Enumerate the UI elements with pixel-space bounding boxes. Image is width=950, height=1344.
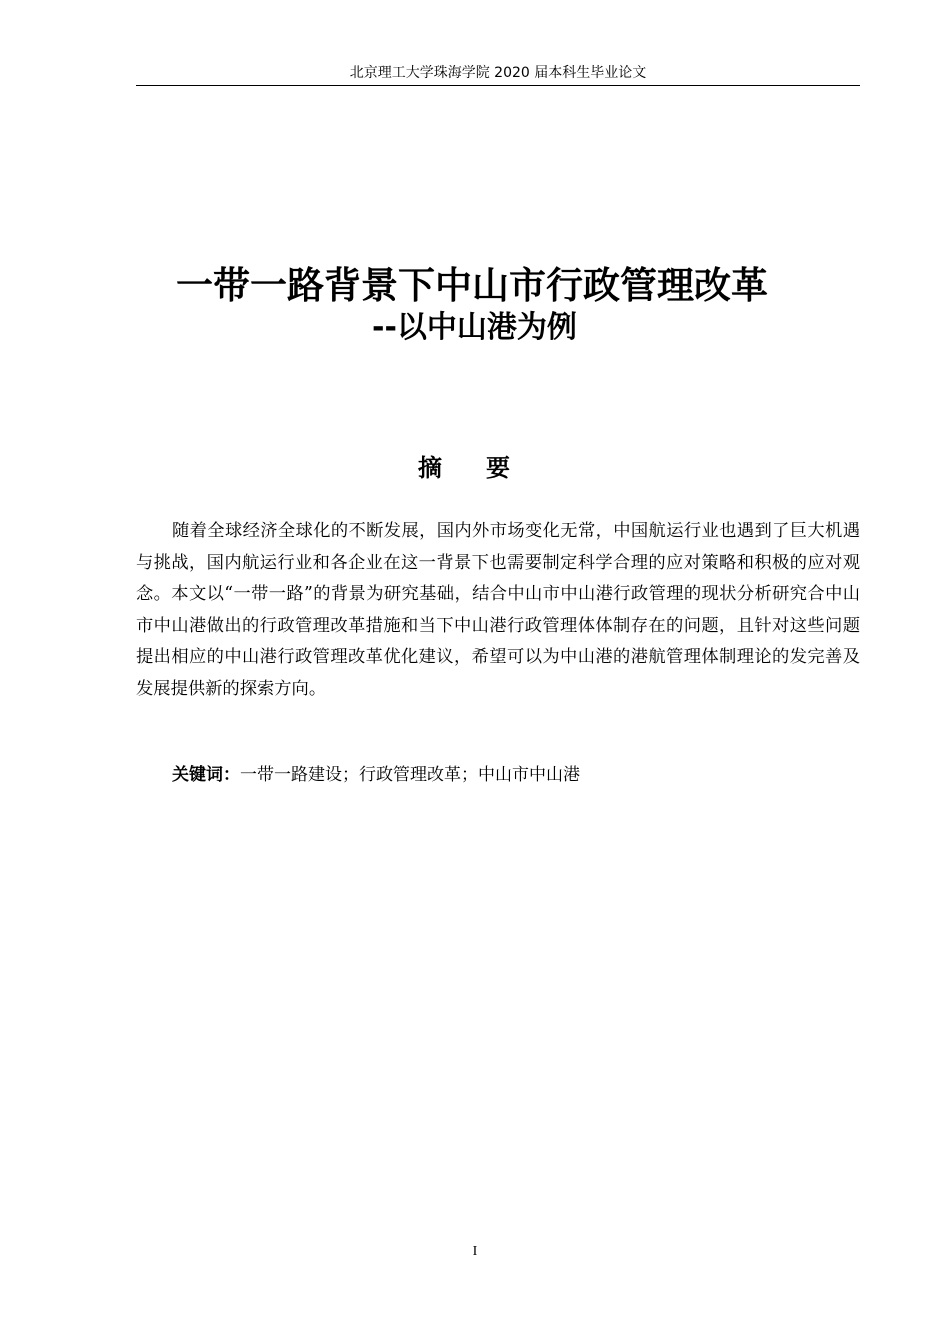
running-header: 北京理工大学珠海学院 2020 届本科生毕业论文 <box>136 63 860 86</box>
abstract-heading: 摘要 <box>418 454 554 482</box>
keywords-value: 一带一路建设；行政管理改革；中山市中山港 <box>240 765 580 785</box>
thesis-title-subtitle: --以中山港为例 <box>372 310 577 345</box>
abstract-body: 随着全球经济全球化的不断发展，国内外市场变化无常，中国航运行业也遇到了巨大机遇与挑战，国内航运行业和各企业在这一背景下也需要制定科学合理的应对策略和积极的应对观念。本文以“一带一路”的背景为研究基础，结合中山市中山港行政管理的现状分析研究合中山市中山港做出的行政管理改革措施和当下中山港行政管理体体制存在的问题，且针对这些问题提出相应的中山港行政管理改革优化建议，希望可以为中山港的港航管理体制理论的发完善及发展提供新的探索方向。 <box>136 521 860 699</box>
thesis-title-main: 一带一路背景下中山市行政管理改革 <box>176 264 768 307</box>
page-number: I <box>472 1244 478 1259</box>
keywords-line <box>172 760 860 790</box>
keywords-label: 关键词： <box>172 765 240 785</box>
